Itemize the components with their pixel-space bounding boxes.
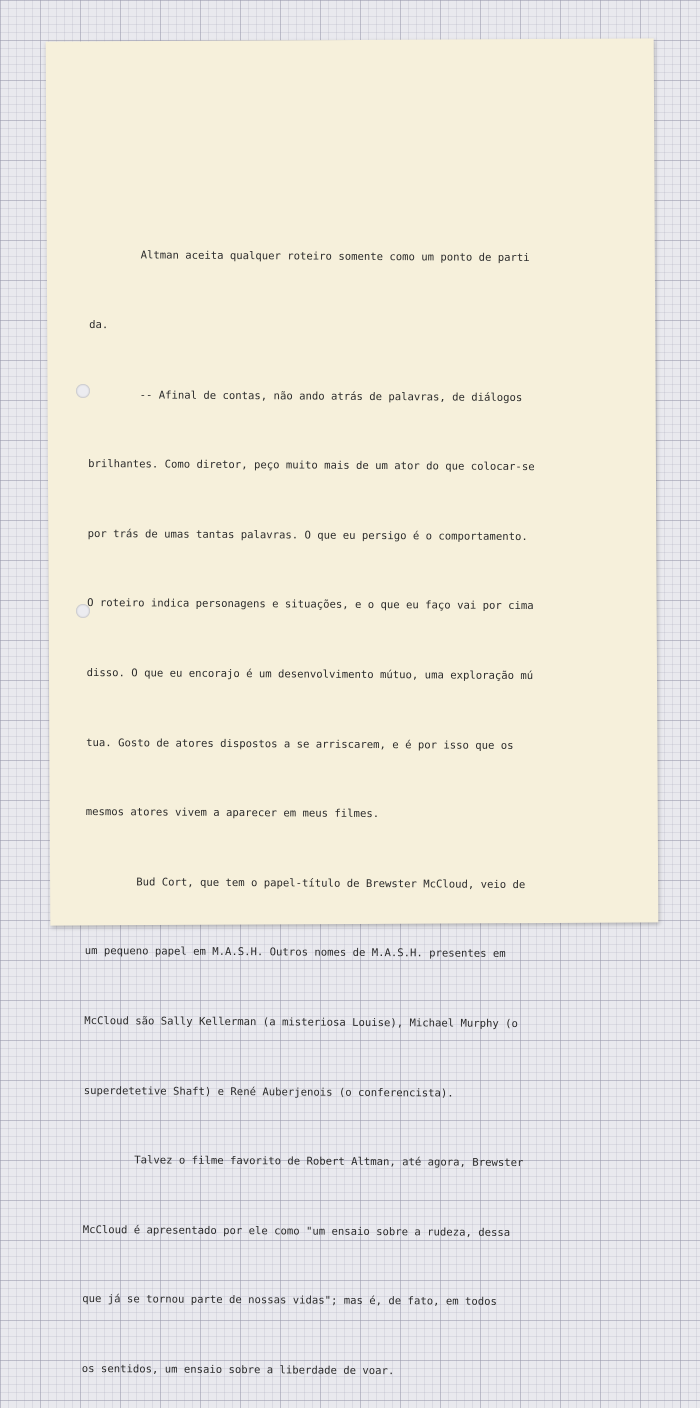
text-line: por trás de umas tantas palavras. O que eu persigo é o comportamento.: [87, 527, 528, 543]
text-line: disso. O que eu encorajo é um desenvolvimento mútuo, uma exploração mú: [86, 666, 534, 683]
text-line: McCloud é apresentado por ele como "um ensaio sobre a rudeza, dessa: [82, 1223, 511, 1239]
text-line: mesmos atores vivem a aparecer em meus filmes.: [85, 806, 380, 821]
text-line: superdetetive Shaft) e René Auberjenois (o conferencista).: [83, 1084, 454, 1100]
text-line: Altman aceita qualquer roteiro somente como um ponto de parti: [89, 249, 530, 265]
text-line: brilhantes. Como diretor, peço muito mais de um ator do que colocar-se: [88, 458, 535, 474]
text-line: tua. Gosto de atores dispostos a se arriscarem, e é por isso que os: [86, 736, 514, 752]
text-line: os sentidos, um ensaio sobre a liberdade de voar.: [81, 1362, 395, 1378]
text-line: -- Afinal de contas, não ando atrás de palavras, de diálogos: [88, 388, 523, 404]
text-line: que já se tornou parte de nossas vidas"; mas é, de fato, em todos: [82, 1293, 497, 1309]
text-line: Bud Cort, que tem o papel-título de Brewster McCloud, veio de: [85, 875, 526, 891]
text-line: um pequeno papel em M.A.S.H. Outros nomes de M.A.S.H. presentes em: [84, 945, 506, 961]
text-line: McCloud são Sally Kellerman (a misteriosa Louise), Michael Murphy (o: [84, 1014, 518, 1030]
text-line: O roteiro indica personagens e situações, e o que eu faço vai por cima: [87, 597, 534, 613]
text-line: Talvez o filme favorito de Robert Altman, até agora, Brewster: [83, 1154, 524, 1170]
text-line: da.: [89, 318, 109, 332]
typed-text-block: [82, 198, 620, 1408]
